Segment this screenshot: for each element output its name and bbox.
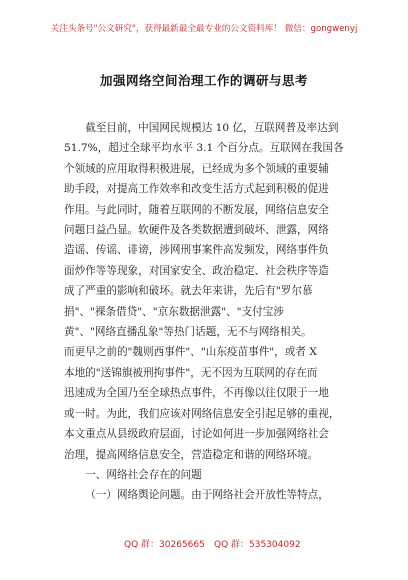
body-line: 问题日益凸显。软硬件及各类数据遭到破坏、泄露，网络 (64, 224, 329, 237)
body-line: 黄"、"网络直播乱象"等热门话题，无不与网络相关。 (64, 326, 312, 339)
qq-group-2: QQ 群：535304092 (214, 540, 301, 550)
body-line: 个领域的应用取得积极进展，已经成为多个领域的重要辅 (64, 162, 329, 175)
body-line: 51.7%，超过全球平均水平 3.1 个百分点。互联网在我国各 (64, 142, 344, 155)
body-line: 而更早之前的"魏则西事件"、"山东疫苗事件"，或者 X (64, 346, 317, 359)
body-line: 助手段，对提高工作效率和改变生活方式起到积极的促进 (64, 183, 329, 196)
body-line: 捐"、"裸条借贷"、"京东数据泄露"、"支付宝涉 (64, 305, 284, 318)
body-line: 迅速成为全国乃至全球热点事件，不再像以往仅限于一地 (64, 387, 329, 400)
body-line: 面炒作等等现象，对国家安全、政治稳定、社会秩序等造 (64, 264, 329, 277)
body-line: 治理，提高网络信息安全，营造稳定和谐的网络环境。 (64, 448, 319, 461)
body-line: 成了严重的影响和破坏。就去年来讲，先后有"罗尔慕 (64, 285, 313, 298)
header-banner: 关注头条号"公文研究"，获得最新最全最专业的公文资料库！ 微信：gongwenyj (50, 24, 358, 34)
subsection-heading: （一）网络舆论问题。由于网络社会开放性等特点， (85, 489, 329, 502)
qq-group-1: QQ 群：30265665 (124, 540, 205, 550)
body-line: 或一时。为此，我们应该对网络信息安全引起足够的重视， (64, 407, 340, 420)
body-line: 作用。与此同时，随着互联网的不断发展，网络信息安全 (64, 203, 329, 216)
document-body (64, 118, 356, 506)
document-title: 加强网络空间治理工作的调研与思考 (99, 73, 308, 88)
body-line: 截至目前，中国网民规模达 10 亿，互联网普及率达到 (85, 122, 339, 134)
body-line: 本文重点从县级政府层面，讨论如何进一步加强网络社会 (64, 428, 329, 441)
section-heading: 一、网络社会存在的问题 (85, 468, 202, 481)
body-line: 本地的"送锦旗被刑拘事件"，无不因为互联网的存在而 (64, 366, 318, 379)
body-line: 造谣、传谣、诽谤，涉网刑事案件高发频发，网络事件负 (64, 244, 329, 257)
